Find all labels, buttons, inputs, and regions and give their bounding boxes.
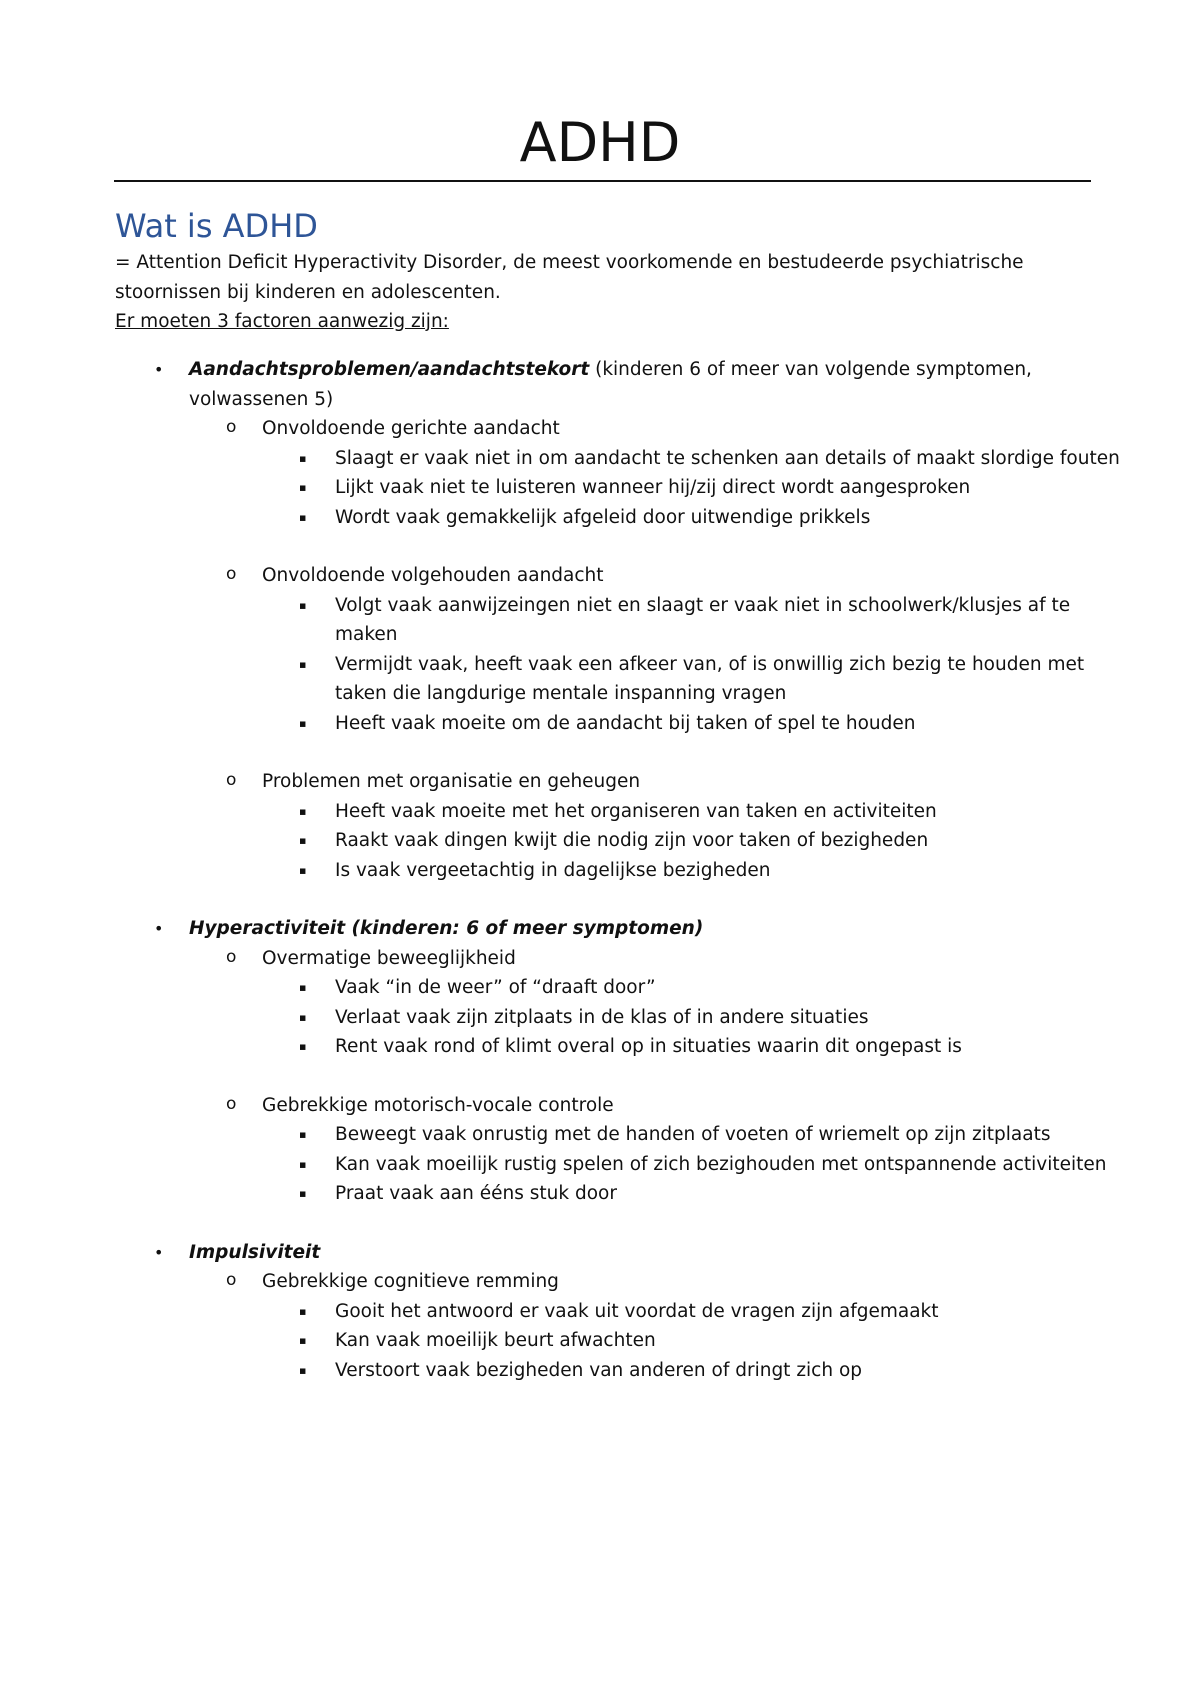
bullet-square: ▪	[299, 804, 307, 818]
list-item	[0, 797, 1200, 827]
bullet-circle: o	[226, 1093, 237, 1114]
intro-line: = Attention Deficit Hyperactivity Disorder, de meest voorkomende en bestudeerde psychiatrische	[115, 252, 1024, 273]
bullet-square: ▪	[299, 716, 307, 730]
factor-title: Hyperactiviteit (kinderen: 6 of meer symptomen)	[189, 918, 704, 939]
subcategory-label: Overmatige beweeglijkheid	[262, 947, 516, 969]
bullet-circle: o	[226, 564, 237, 584]
symptom-text: Kan vaak moeilijk beurt afwachten	[335, 1330, 656, 1351]
list-item	[0, 1356, 1200, 1386]
symptom-text: Beweegt vaak onrustig met de handen of voeten of wriemelt op zijn zitplaats	[335, 1124, 1051, 1145]
list-item	[0, 944, 1200, 974]
bullet-square: ▪	[299, 1010, 307, 1024]
list-item-continuation	[0, 385, 1200, 415]
spacer	[0, 738, 1200, 767]
factor-title: Aandachtsproblemen/aandachtstekort	[189, 359, 590, 380]
symptom-text: Vaak “in de weer” of “draaft door”	[335, 977, 656, 998]
symptom-text: taken die langdurige mentale inspanning vragen	[335, 683, 787, 704]
symptom-text: Gooit het antwoord er vaak uit voordat de vragen zijn afgemaakt	[335, 1300, 939, 1322]
list-item	[0, 1003, 1200, 1033]
subcategory-label: Gebrekkige motorisch-vocale controle	[262, 1094, 614, 1116]
factor-description: (kinderen 6 of meer van volgende symptomen,	[589, 359, 1032, 380]
bullet-square: ▪	[299, 834, 307, 847]
list-item	[0, 767, 1200, 797]
bullet-square: ▪	[299, 1334, 307, 1347]
symptom-text: Volgt vaak aanwijzeingen niet en slaagt er vaak niet in schoolwerk/klusjes af te	[335, 594, 1071, 616]
bullet-square: ▪	[299, 1187, 307, 1200]
list-item	[0, 856, 1200, 886]
symptom-text: Heeft vaak moeite om de aandacht bij taken of spel te houden	[335, 712, 916, 734]
list-item	[0, 414, 1200, 444]
factors-list	[0, 355, 1200, 1385]
intro-paragraph	[115, 248, 1105, 337]
subcategory-label: Onvoldoende gerichte aandacht	[262, 418, 560, 439]
bullet-square: ▪	[299, 598, 307, 612]
list-item	[0, 473, 1200, 503]
bullet-square: ▪	[299, 863, 307, 877]
symptom-text: Lijkt vaak niet te luisteren wanneer hij/zij direct wordt aangesproken	[335, 477, 971, 498]
subcategory-label: Gebrekkige cognitieve remming	[262, 1271, 559, 1292]
list-item	[0, 973, 1200, 1003]
spacer	[0, 1062, 1200, 1091]
bullet-circle: o	[226, 417, 237, 437]
bullet-disc: •	[154, 919, 164, 938]
list-item	[0, 1179, 1200, 1209]
factors-label: Er moeten 3 factoren aanwezig zijn:	[115, 311, 449, 332]
symptom-text: Verstoort vaak bezigheden van anderen of dringt zich op	[335, 1359, 863, 1381]
bullet-disc: •	[154, 1242, 164, 1262]
list-item	[0, 1091, 1200, 1121]
list-item-continuation	[0, 620, 1200, 650]
subcategory-label: Problemen met organisatie en geheugen	[262, 771, 641, 792]
symptom-text: Raakt vaak dingen kwijt die nodig zijn voor taken of bezigheden	[335, 830, 929, 851]
symptom-text: Heeft vaak moeite met het organiseren van taken en activiteiten	[335, 800, 937, 822]
spacer	[0, 1209, 1200, 1238]
list-item	[0, 650, 1200, 680]
list-item	[0, 1267, 1200, 1297]
intro-line: stoornissen bij kinderen en adolescenten.	[115, 281, 501, 303]
factor-title: Impulsiviteit	[189, 1241, 321, 1263]
symptom-text: Rent vaak rond of klimt overal op in situaties waarin dit ongepast is	[335, 1036, 962, 1057]
bullet-square: ▪	[299, 1157, 307, 1171]
bullet-square: ▪	[299, 1363, 307, 1377]
symptom-text: Kan vaak moeilijk rustig spelen of zich bezighouden met ontspannende activiteiten	[335, 1153, 1107, 1175]
bullet-square: ▪	[299, 481, 307, 494]
symptom-text: Verlaat vaak zijn zitplaats in de klas of in andere situaties	[335, 1006, 869, 1028]
list-item	[0, 709, 1200, 739]
list-item	[0, 444, 1200, 474]
symptom-text: Slaagt er vaak niet in om aandacht te schenken aan details of maakt slordige fouten	[335, 447, 1120, 469]
factor-description: volwassenen 5)	[189, 388, 334, 410]
symptom-text: Wordt vaak gemakkelijk afgeleid door uitwendige prikkels	[335, 506, 871, 528]
list-item	[0, 591, 1200, 621]
bullet-square: ▪	[299, 510, 307, 524]
list-item	[0, 355, 1200, 385]
list-item-continuation	[0, 679, 1200, 709]
bullet-square: ▪	[299, 981, 307, 994]
symptom-text: Is vaak vergeetachtig in dagelijkse bezigheden	[335, 859, 771, 881]
list-item	[0, 1150, 1200, 1180]
list-item	[0, 1297, 1200, 1327]
symptom-text: Praat vaak aan ééns stuk door	[335, 1183, 617, 1204]
subcategory-label: Onvoldoende volgehouden aandacht	[262, 565, 604, 586]
bullet-square: ▪	[299, 1040, 307, 1053]
bullet-square: ▪	[299, 657, 307, 671]
bullet-disc: •	[154, 360, 164, 379]
list-item	[0, 1326, 1200, 1356]
title-divider	[114, 180, 1091, 182]
list-item	[0, 826, 1200, 856]
bullet-circle: o	[226, 946, 237, 967]
section-heading: Wat is ADHD	[115, 207, 318, 245]
list-item	[0, 561, 1200, 591]
bullet-square: ▪	[299, 451, 307, 465]
bullet-square: ▪	[299, 1128, 307, 1141]
bullet-circle: o	[226, 1270, 237, 1290]
list-item	[0, 1120, 1200, 1150]
spacer	[0, 532, 1200, 561]
list-item	[0, 1032, 1200, 1062]
document-title: ADHD	[519, 111, 681, 174]
spacer	[0, 885, 1200, 914]
bullet-square: ▪	[299, 1304, 307, 1318]
symptom-text: maken	[335, 624, 398, 645]
list-item	[0, 503, 1200, 533]
bullet-circle: o	[226, 770, 237, 790]
symptom-text: Vermijdt vaak, heeft vaak een afkeer van, of is onwillig zich bezig te houden met	[335, 653, 1085, 675]
list-item	[0, 914, 1200, 944]
list-item	[0, 1238, 1200, 1268]
